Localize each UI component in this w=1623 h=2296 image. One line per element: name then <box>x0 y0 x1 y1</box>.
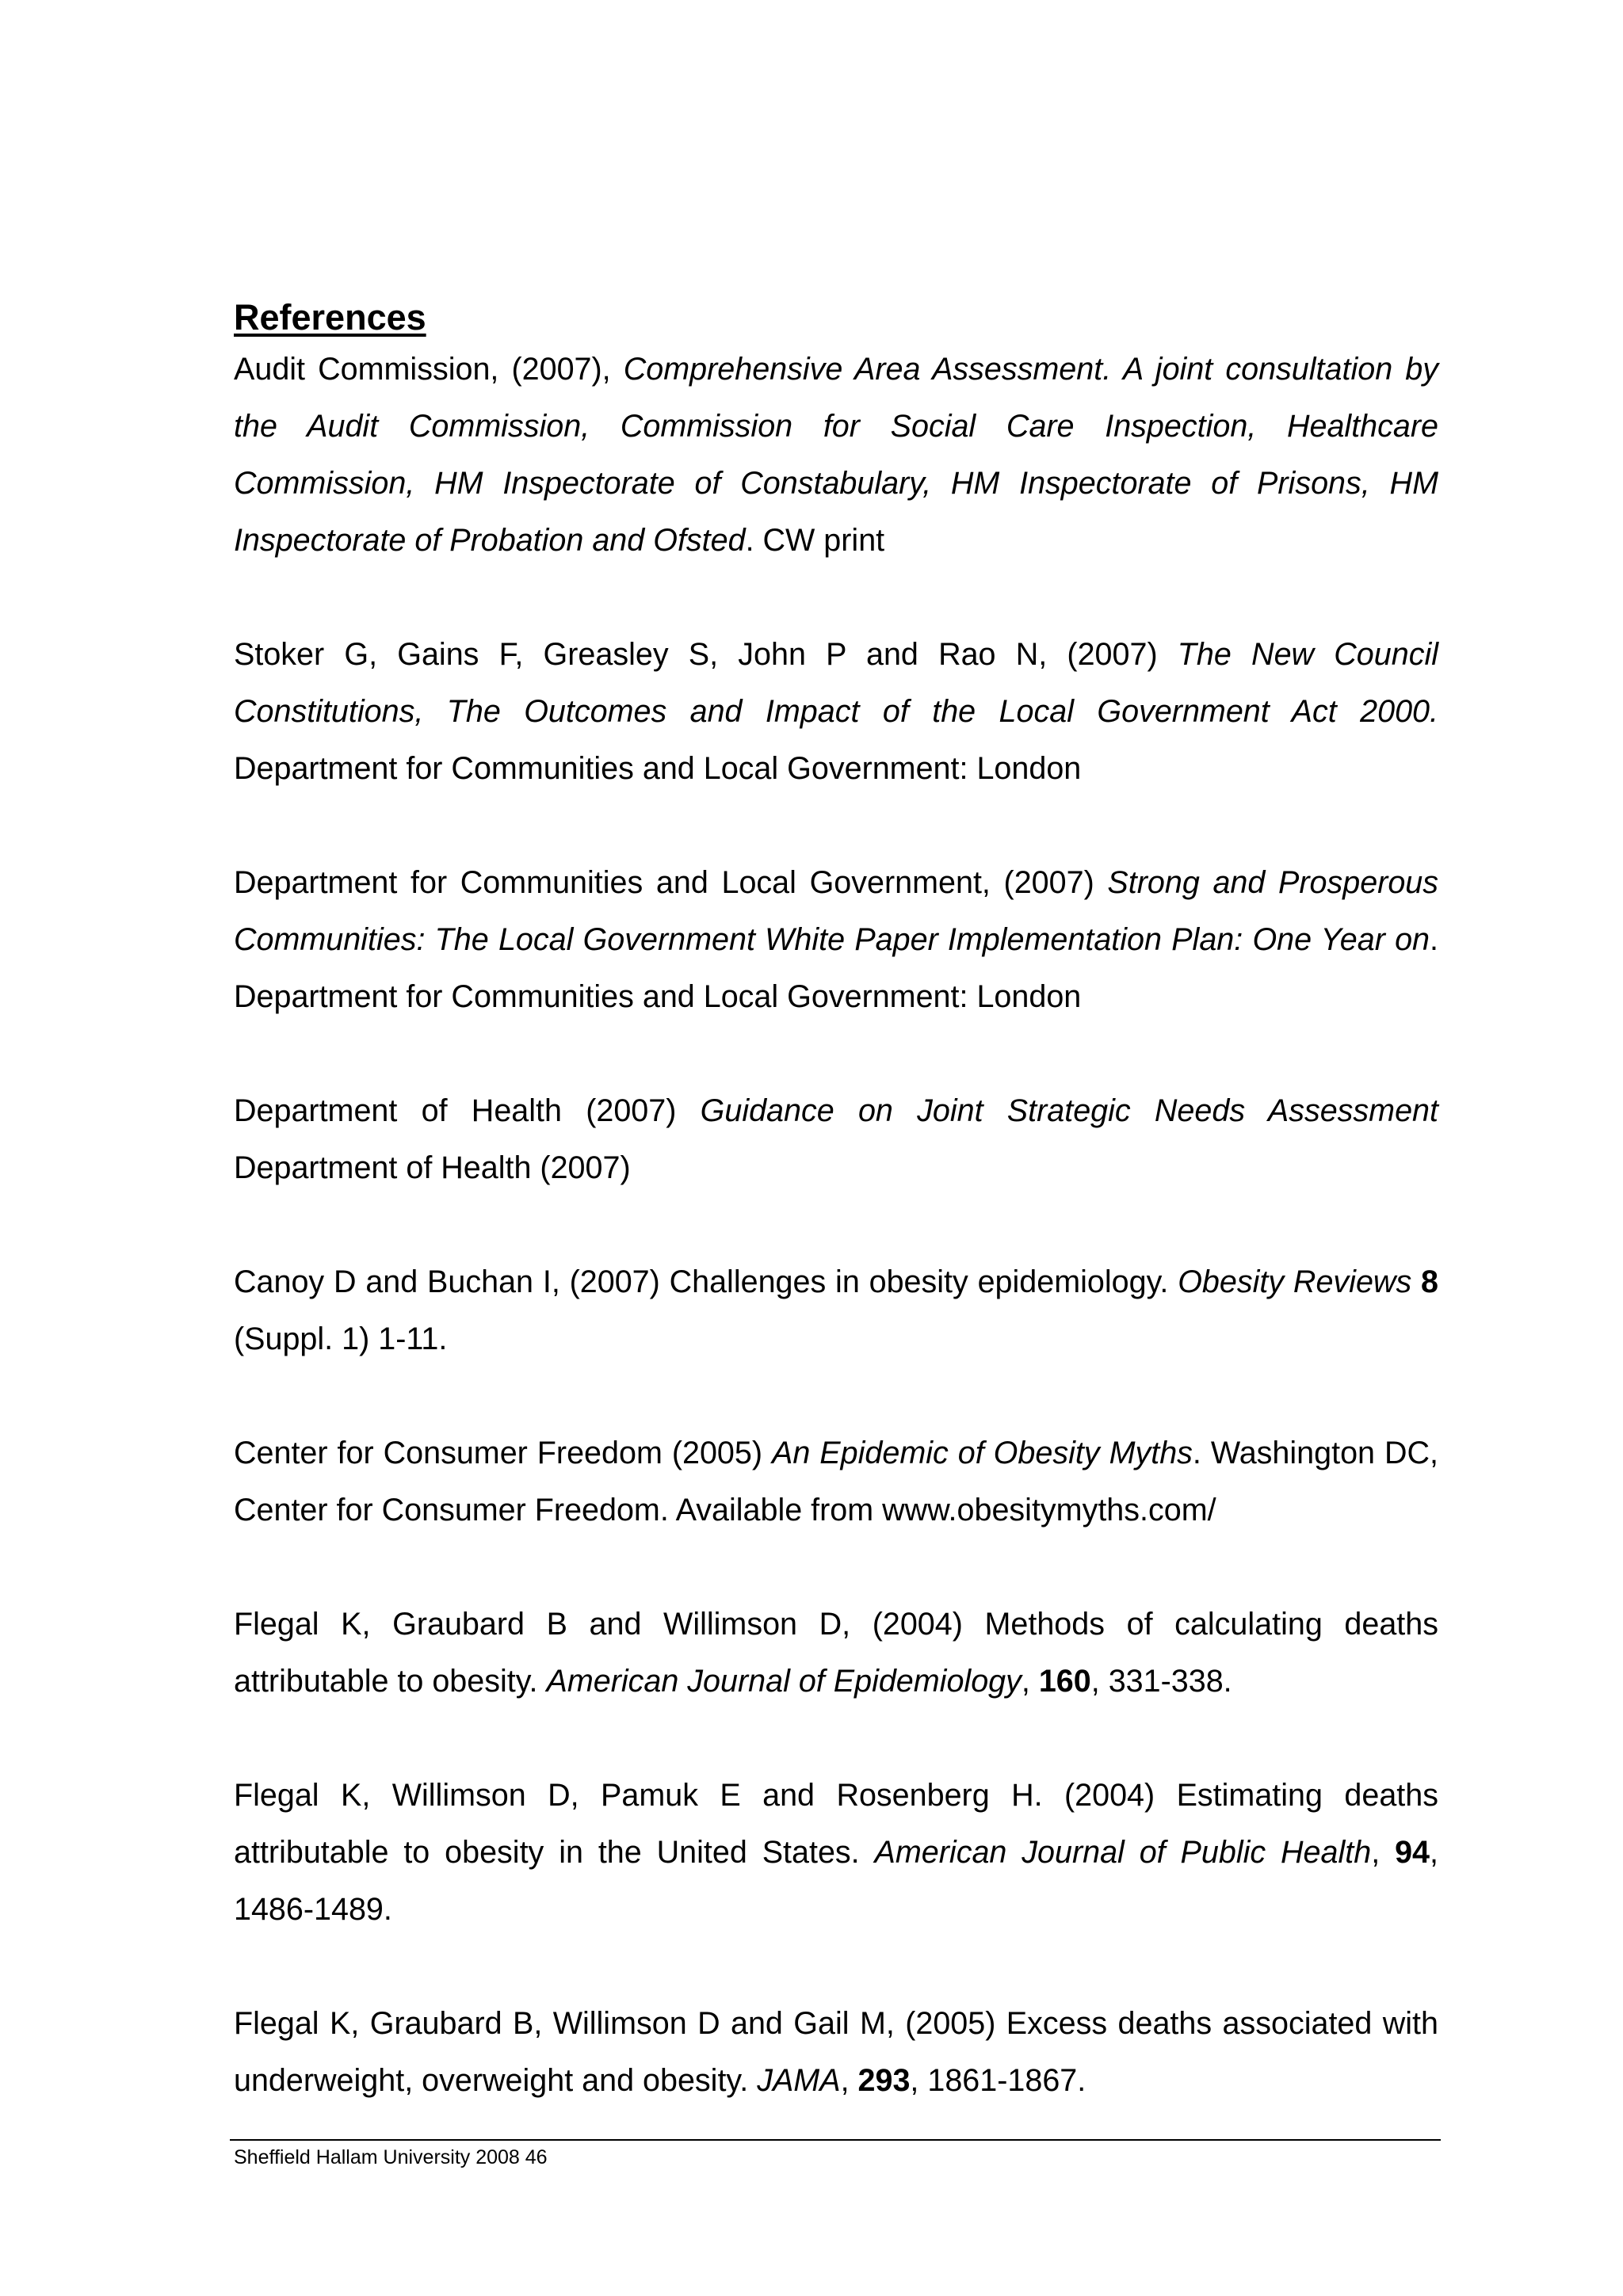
reference-entry: Flegal K, Willimson D, Pamuk E and Rosenberg H. (2004) Estimating deaths attributable to obesity in the United States. American Journal of Public Health, 94, 1486-1489. <box>234 1778 1438 1927</box>
footer-divider <box>230 2139 1441 2141</box>
reference-entry: Stoker G, Gains F, Greasley S, John P and Rao N, (2007) The New Council Constitutions, The Outcomes and Impact of the Local Government Act 2000. Department for Communities and Local Government: London <box>234 637 1438 786</box>
page-content <box>234 295 1438 2166</box>
reference-entry: Audit Commission, (2007), Comprehensive Area Assessment. A joint consultation by the Audit Commission, Commission for Social Care Inspection, Healthcare Commission, HM Inspectorate of Constabulary, HM Inspectorate of Prisons, HM Inspectorate of Probation and Ofsted. CW print <box>234 352 1438 558</box>
reference-entry: Department of Health (2007) Guidance on Joint Strategic Needs Assessment Department of Health (2007) <box>234 1093 1438 1185</box>
reference-entry: Department for Communities and Local Government, (2007) Strong and Prosperous Communities: The Local Government White Paper Implementation Plan: One Year on. Department for Communities and Local Government: London <box>234 865 1438 1014</box>
page-footer: Sheffield Hallam University 2008 46 <box>234 2146 548 2168</box>
reference-entry: Center for Consumer Freedom (2005) An Epidemic of Obesity Myths. Washington DC, Center for Consumer Freedom. Available from www.obesitymyths.com/ <box>234 1436 1439 1527</box>
reference-entry: Flegal K, Graubard B and Willimson D, (2004) Methods of calculating deaths attributable to obesity. American Journal of Epidemiology, 160, 331-338. <box>234 1607 1438 1699</box>
references-heading: References <box>234 297 426 338</box>
reference-entry: Canoy D and Buchan I, (2007) Challenges in obesity epidemiology. Obesity Reviews 8 (Suppl. 1) 1-11. <box>234 1264 1438 1356</box>
reference-entry: Flegal K, Graubard B, Willimson D and Gail M, (2005) Excess deaths associated with underweight, overweight and obesity. JAMA, 293, 1861-1867. <box>234 2006 1438 2098</box>
